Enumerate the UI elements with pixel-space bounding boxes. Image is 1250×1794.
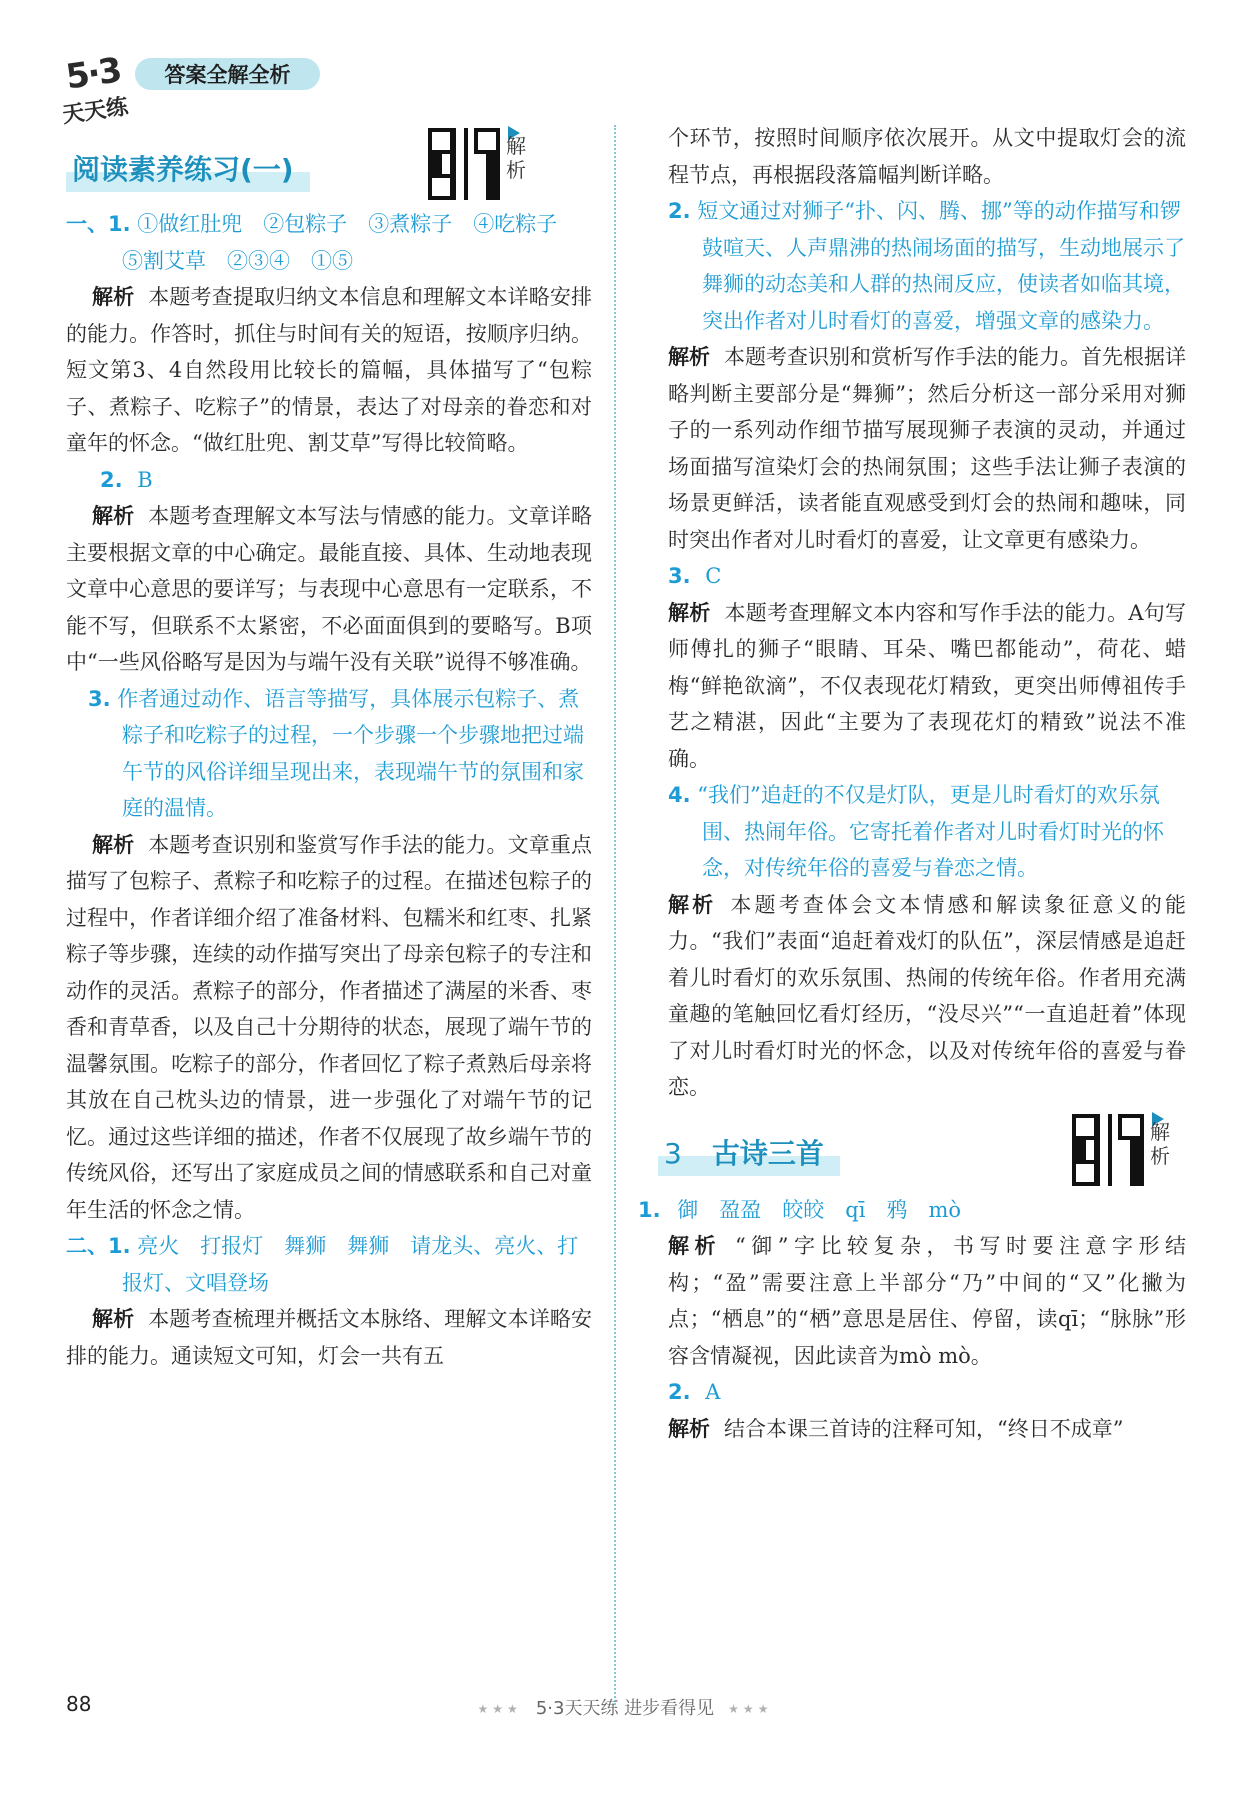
explanation-label: 解析	[668, 345, 710, 369]
explanation	[668, 595, 1186, 778]
explanation	[66, 1301, 592, 1374]
answer-number: 2.	[100, 467, 123, 492]
answer-item	[668, 193, 1186, 339]
qr-label: 解析	[1150, 1119, 1170, 1168]
page-footer	[0, 1692, 1250, 1732]
header-tag: 答案全解全析	[135, 58, 320, 90]
explanation-label: 解析	[92, 504, 135, 528]
explanation-text: 本题考查体会文本情感和解读象征意义的能力。“我们”表面“追赶着戏灯的队伍”，深层情感是追赶着儿时看灯的欢乐氛围、热闹的传统年俗。作者用充满童趣的笔触回忆看灯经历，“没尽兴”“一直追赶着”体现了对儿时看灯时光的怀念，以及对传统年俗的喜爱与眷恋。	[668, 892, 1187, 1099]
answer-item	[66, 1228, 592, 1301]
page-header	[40, 36, 440, 129]
qr-code-icon	[1072, 1114, 1144, 1186]
answer-item	[668, 1374, 1186, 1411]
answer-text: ①做红肚兜 ②包粽子 ③煮粽子 ④吃粽子 ⑤割艾草 ②③④ ①⑤	[122, 212, 579, 273]
lesson-number: 3	[664, 1136, 682, 1170]
explanation-label: 解析	[668, 1234, 722, 1258]
qr-code[interactable]	[428, 128, 526, 200]
answer-choice: C	[705, 564, 722, 588]
explanation-text: 本题考查理解文本内容和写作手法的能力。A句写师傅扎的狮子“眼睛、耳朵、嘴巴都能动”，荷花、蜡梅“鲜艳欲滴”，不仅表现花灯精致，更突出师傅祖传手艺之精湛，因此“主要为了表现花灯的精致”说法不准确。	[668, 600, 1187, 771]
page-number: 88	[66, 1692, 92, 1716]
explanation-label: 解析	[92, 1307, 135, 1331]
lesson-title	[658, 1126, 830, 1176]
right-column	[638, 120, 1187, 1447]
answer-number: 二、1.	[66, 1234, 131, 1258]
answer-number: 1.	[638, 1197, 661, 1222]
explanation-text: 结合本课三首诗的注释可知，“终日不成章”	[724, 1416, 1124, 1441]
explanation-label: 解析	[92, 285, 135, 309]
explanation-label: 解析	[92, 832, 135, 857]
answer-item	[66, 206, 592, 279]
section-title-text: 阅读素养练习(一)	[72, 153, 294, 186]
left-column	[66, 120, 592, 1374]
qr-label: 解析	[506, 134, 526, 182]
star-icons: ★★★	[477, 1702, 522, 1716]
answer-item	[638, 1192, 1186, 1229]
explanation-text: 本题考查识别和鉴赏写作手法的能力。文章重点描写了包粽子、煮粽子和吃粽子的过程。在描述包粽子的过程中，作者详细介绍了准备材料、包糯米和红枣、扎紧粽子等步骤，连续的动作描写突出了母亲包粽子的专注和动作的灵活。煮粽子的部分，作者描述了满屋的米香、枣香和青草香，以及自己十分期待的状态，展现了端午节的温馨氛围。吃粽子的部分，作者回忆了粽子煮熟后母亲将其放在自己枕头边的情景，进一步强化了对端午节的记忆。通过这些详细的描述，作者不仅展现了故乡端午节的传统风俗，还写出了家庭成员之间的情感联系和自己对童年生活的怀念之情。	[66, 832, 593, 1222]
answer-choice: A	[705, 1380, 721, 1404]
explanation	[66, 279, 592, 462]
explanation-text: 本题考查提取归纳文本信息和理解文本详略安排的能力。作答时，抓住与时间有关的短语，按顺序归纳。短文第3、4自然段用比较长的篇幅，具体描写了“包粽子、煮粽子、吃粽子”的情景，表达了对母亲的眷恋和对童年的怀念。“做红肚兜、割艾草”写得比较简略。	[66, 285, 593, 455]
answer-choice: B	[137, 467, 153, 492]
answer-text: 作者通过动作、语言等描写，具体展示包粽子、煮粽子和吃粽子的过程，一个步骤一个步骤地把过端午节的风俗详细呈现出来，表现端午节的氛围和家庭的温情。	[117, 686, 584, 820]
answer-item	[66, 462, 592, 499]
explanation-text: 本题考查识别和赏析写作手法的能力。首先根据详略判断主要部分是“舞狮”；然后分析这一部分采用对狮子的一系列动作细节描写展现狮子表演的灵动，并通过场面描写渲染灯会的热闹氛围；这些手法让狮子表演的场景更鲜活，读者能直观感受到灯会的热闹和趣味，同时突出作者对儿时看灯的喜爱，让文章更有感染力。	[668, 345, 1186, 552]
explanation-label: 解析	[668, 1416, 710, 1441]
answer-item	[668, 558, 1186, 595]
explanation-text: “御”字比较复杂，书写时要注意字形结构；“盈”需要注意上半部分“乃”中间的“又”化撇为点；“栖息”的“栖”意思是居住、停留，读qī；“脉脉”形容含情凝视，因此读音为mò mò。	[668, 1234, 1186, 1368]
explanation	[668, 1228, 1186, 1374]
logo-number: 5·3	[63, 50, 123, 98]
explanation-label: 解析	[668, 600, 711, 625]
lesson-title-text: 古诗三首	[711, 1136, 824, 1170]
answer-number: 3.	[88, 686, 111, 711]
explanation	[66, 827, 592, 1229]
explanation	[668, 1411, 1186, 1448]
answer-number: 2.	[668, 1380, 691, 1404]
answer-number: 2.	[668, 199, 691, 223]
section-title	[66, 142, 300, 192]
column-divider	[614, 125, 616, 1705]
answer-text: 御 盈盈 皎皎 qī 鸦 mò	[677, 1197, 961, 1222]
star-icons: ★★★	[728, 1702, 773, 1716]
explanation-text: 本题考查理解文本写法与情感的能力。文章详略主要根据文章的中心确定。最能直接、具体、生动地表现文章中心意思的要详写；与表现中心意思有一定联系，不能不写，但联系不太紧密，不必面面俱到的要略写。B项中“一些风俗略写是因为与端午没有关联”说得不够准确。	[66, 504, 593, 674]
explanation-text: 本题考查梳理并概括文本脉络、理解文本详略安排的能力。通读短文可知，灯会一共有五	[66, 1307, 593, 1368]
qr-code-icon	[428, 128, 500, 200]
answer-text: 短文通过对狮子“扑、闪、腾、挪”等的动作描写和锣鼓喧天、人声鼎沸的热闹场面的描写，生动地展示了舞狮的动态美和人群的热闹反应，使读者如临其境，突出作者对儿时看灯的喜爱，增强文章的感染力。	[697, 199, 1185, 333]
answer-text: “我们”追赶的不仅是灯队，更是儿时看灯的欢乐氛围、热闹年俗。它寄托着作者对儿时看灯时光的怀念，对传统年俗的喜爱与眷恋之情。	[697, 783, 1164, 880]
answer-text: 亮火 打报灯 舞狮 舞狮 请龙头、亮火、打报灯、文唱登场	[122, 1234, 579, 1295]
explanation	[66, 498, 592, 681]
answer-number: 4.	[668, 783, 691, 807]
slogan-text: 5·3天天练 进步看得见	[535, 1698, 715, 1719]
explanation	[668, 887, 1186, 1106]
footer-slogan	[0, 1694, 1250, 1720]
answer-item	[668, 777, 1186, 887]
explanation-continued	[668, 120, 1186, 193]
explanation-text: 个环节，按照时间顺序依次展开。从文中提取灯会的流程节点，再根据段落篇幅判断详略。	[668, 126, 1186, 187]
answer-number: 一、1.	[66, 212, 131, 236]
explanation-label: 解析	[668, 892, 717, 917]
logo-subtitle: 天天练	[60, 94, 130, 129]
brand-logo	[60, 50, 148, 129]
qr-code[interactable]	[1072, 1114, 1170, 1186]
explanation	[668, 339, 1186, 558]
answer-item	[88, 681, 592, 827]
answer-number: 3.	[668, 564, 691, 588]
